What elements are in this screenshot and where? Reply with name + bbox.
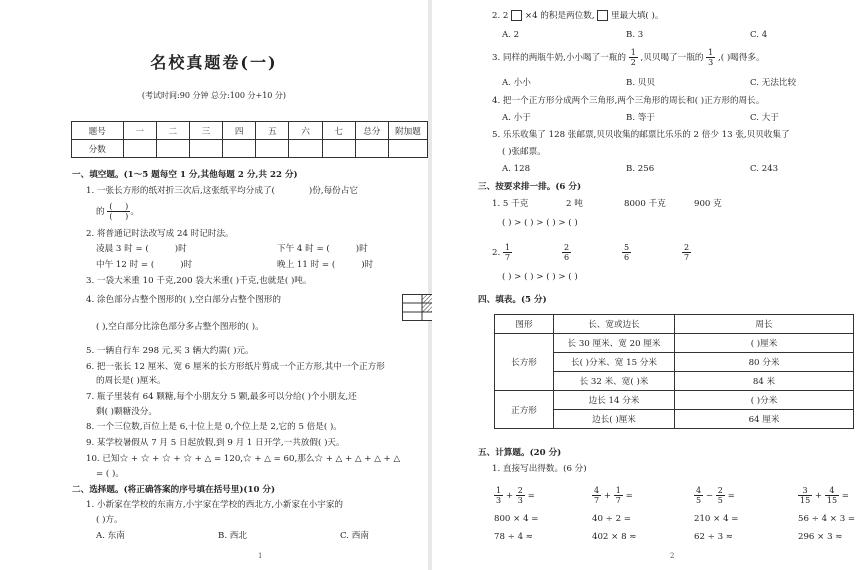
- q1-text-c: 的: [96, 207, 105, 217]
- option-b[interactable]: B. 西北: [218, 531, 247, 541]
- option-b[interactable]: B. 256: [626, 164, 655, 174]
- s2-question-5: 5. 乐乐收集了 128 张邮票,贝贝收集的邮票比乐乐的 2 倍少 13 张,贝贝收集了: [492, 130, 790, 140]
- perimeter-cell: 64 厘米: [675, 410, 854, 429]
- q2-label: 中午 12 时 = (: [96, 260, 155, 270]
- score-input-cell[interactable]: [322, 140, 355, 158]
- s5-question-1: 1. 直接写出得数。(6 分): [492, 464, 587, 474]
- score-header-cell: 一: [123, 122, 156, 140]
- score-row: [72, 140, 428, 158]
- score-input-cell[interactable]: [256, 140, 289, 158]
- q1-text-b: )份,每份占它: [308, 186, 358, 196]
- header-cell: 图形: [495, 315, 554, 334]
- fraction-5-6: $\frac{5}{6}$: [624, 243, 630, 262]
- question-6-cont: 的周长是( )厘米。: [96, 376, 166, 386]
- option-c[interactable]: C. 西南: [340, 531, 369, 541]
- q2-row-2: [96, 260, 192, 271]
- dimension-cell: 边长 14 分米: [554, 391, 675, 410]
- score-input-cell[interactable]: [223, 140, 256, 158]
- calc-item: 210 × 4 =: [694, 514, 739, 524]
- score-header-cell: 六: [289, 122, 322, 140]
- calc-item: 62 ÷ 3 ≈: [694, 532, 733, 542]
- option-a[interactable]: A. 小于: [502, 113, 531, 123]
- score-input-cell[interactable]: [123, 140, 156, 158]
- calc-item: $\frac{4}{7}$ + $\frac{1}{7}$ =: [594, 486, 633, 505]
- q2-label: )时: [174, 244, 187, 254]
- question-4-cont: ( ),空白部分比涂色部分多占整个图形的( )。: [96, 322, 264, 332]
- page-number: 2: [670, 552, 675, 560]
- calc-item: $\frac{3}{15}$ + $\frac{4}{15}$ =: [800, 486, 849, 505]
- exam-page-1: [0, 0, 428, 570]
- score-input-cell[interactable]: [355, 140, 388, 158]
- calc-item: 402 × 8 ≈: [592, 532, 637, 542]
- s2-question-5-cont: ( )张邮票。: [502, 147, 546, 157]
- q2-label: 晚上 11 时 = (: [277, 260, 336, 270]
- calc-item: $\frac{1}{3}$ + $\frac{2}{3}$ =: [496, 486, 535, 505]
- s3-item: 1. 5 千克: [492, 199, 529, 209]
- s2-question-1-cont: ( )方。: [96, 515, 123, 525]
- question-3: 3. 一袋大米重 10 千克,200 袋大米重( )千克,也就是( )吨。: [86, 276, 312, 286]
- calc-item: 40 ÷ 2 =: [592, 514, 631, 524]
- option-c[interactable]: C. 243: [750, 164, 779, 174]
- calc-item: $\frac{4}{5}$ − $\frac{2}{5}$ =: [696, 486, 735, 505]
- exam-page-2: [432, 0, 860, 570]
- question-6: 6. 把一张长 12 厘米、宽 6 厘米的长方形纸片剪成一个正方形,其中一个正方形: [86, 362, 385, 372]
- section-3-heading: 三、按要求排一排。(6 分): [478, 182, 582, 192]
- question-10-cont: = ( )。: [96, 469, 124, 479]
- option-a[interactable]: A. 东南: [96, 531, 125, 541]
- table-row: [495, 391, 854, 410]
- score-header-cell: 三: [189, 122, 222, 140]
- s3-item: 8000 千克: [624, 199, 666, 209]
- perimeter-cell: 84 米: [675, 372, 854, 391]
- option-c[interactable]: C. 大于: [750, 113, 779, 123]
- fraction-1-7: $\frac{1}{7}$: [504, 243, 511, 262]
- option-c[interactable]: C. 无法比较: [750, 78, 797, 88]
- fraction-one-half: $\frac{1}{2}$: [630, 48, 636, 67]
- perimeter-cell[interactable]: ( )厘米: [675, 334, 854, 353]
- calc-item: 296 × 3 ≈: [798, 532, 843, 542]
- q-text: ,( )喝得多。: [718, 53, 765, 63]
- section-4-heading: 四、填表。(5 分): [478, 295, 547, 305]
- header-cell: 周长: [675, 315, 854, 334]
- group-label: 正方形: [495, 391, 554, 429]
- option-b[interactable]: B. 3: [626, 30, 644, 40]
- q-text: 2. 2: [492, 11, 509, 21]
- option-b[interactable]: B. 等于: [626, 113, 655, 123]
- question-5: 5. 一辆自行车 298 元,买 3 辆大约需( )元。: [86, 346, 254, 356]
- question-9: 9. 某学校暑假从 7 月 5 日起放假,到 9 月 1 日开学,一共放假( )天。: [86, 438, 345, 448]
- q2-row-2b: [277, 260, 373, 271]
- score-header-row: [72, 122, 428, 140]
- question-7-cont: 剩( )颗糖没分。: [96, 407, 157, 417]
- option-a[interactable]: A. 128: [502, 164, 531, 174]
- q2-label: 下午 4 时 = (: [277, 244, 330, 254]
- section-2-heading: 二、选择题。(将正确答案的序号填在括号里)(10 分): [72, 485, 276, 495]
- section-1-heading: 一、填空题。(1～5 题每空 1 分,其他每题 2 分,共 22 分): [72, 170, 298, 180]
- q-number: 2.: [492, 248, 501, 258]
- fill-table: [494, 314, 854, 429]
- page-number: 1: [258, 552, 263, 560]
- s3-item: 2 吨: [566, 199, 583, 209]
- table-row: [495, 334, 854, 353]
- score-header-cell: 总分: [355, 122, 388, 140]
- fraction-2-7: $\frac{2}{7}$: [684, 243, 690, 262]
- score-header-cell: 二: [156, 122, 189, 140]
- exam-title: 名校真题卷(一): [150, 53, 278, 72]
- question-10: 10. 已知☆ + ☆ + ☆ + ☆ + △ = 120,☆ + △ = 60,那么☆ + △ + △ + △ + △: [86, 454, 401, 464]
- question-7: 7. 瓶子里装有 64 颗糖,每个小朋友分 5 颗,最多可以分给( )个小朋友,还: [86, 392, 357, 402]
- perimeter-cell[interactable]: ( )分米: [675, 391, 854, 410]
- question-8: 8. 一个三位数,百位上是 6,十位上是 0,个位上是 2,它的 5 倍是( )。: [86, 422, 342, 432]
- fraction-one-third: $\frac{1}{3}$: [708, 48, 714, 67]
- s2-question-4: 4. 把一个正方形分成两个三角形,两个三角形的周长和( )正方形的周长。: [492, 96, 765, 106]
- exam-subtitle: (考试时间:90 分钟 总分:100 分+10 分): [141, 91, 287, 100]
- score-header-cell: 附加题: [388, 122, 427, 140]
- q2-label: )时: [180, 260, 193, 270]
- fill-table-header: [495, 315, 854, 334]
- option-c[interactable]: C. 4: [750, 30, 768, 40]
- option-a[interactable]: A. 小小: [502, 78, 531, 88]
- q2-label: )时: [361, 260, 374, 270]
- calc-item: 78 ÷ 4 ≈: [494, 532, 533, 542]
- question-1-cont: 的 $\frac{( )}{( )}$ 。: [96, 202, 139, 221]
- q-text: 3. 同样的两瓶牛奶,小小喝了一瓶的: [492, 53, 626, 63]
- score-row-label: 分数: [72, 140, 124, 158]
- s2-question-2: [492, 10, 663, 22]
- calc-item: 800 × 4 =: [494, 514, 539, 524]
- score-input-cell[interactable]: [189, 140, 222, 158]
- q2-row-1: [96, 244, 187, 255]
- score-header-cell: 七: [322, 122, 355, 140]
- section-5-heading: 五、计算题。(20 分): [478, 448, 562, 458]
- question-4: 4. 涂色部分占整个图形的( ),空白部分占整个图形的: [86, 295, 281, 305]
- s3-item: 900 克: [694, 199, 722, 209]
- dimension-cell: 长 30 厘米、宽 20 厘米: [554, 334, 675, 353]
- dimension-cell[interactable]: 边长( )厘米: [554, 410, 675, 429]
- q2-row-1b: [277, 244, 368, 255]
- score-input-cell[interactable]: [289, 140, 322, 158]
- q-text: ,贝贝喝了一瓶的: [640, 53, 704, 63]
- s3-order-blanks-2[interactable]: ( ) > ( ) > ( ) > ( ): [502, 272, 578, 282]
- fraction-2-6: $\frac{2}{6}$: [564, 243, 570, 262]
- q-text: 里最大填( )。: [611, 11, 664, 21]
- perimeter-cell: 80 分米: [675, 353, 854, 372]
- blank-box[interactable]: [511, 10, 522, 21]
- header-cell: 长、宽或边长: [554, 315, 675, 334]
- dimension-cell[interactable]: 长 32 米、宽( )米: [554, 372, 675, 391]
- calc-item: 56 ÷ 4 × 3 =: [798, 514, 856, 524]
- group-label: 长方形: [495, 334, 554, 391]
- s3-order-blanks[interactable]: ( ) > ( ) > ( ) > ( ): [502, 218, 578, 228]
- score-input-cell[interactable]: [388, 140, 427, 158]
- dimension-cell[interactable]: 长( )分米、宽 15 分米: [554, 353, 675, 372]
- score-header-cell: 四: [223, 122, 256, 140]
- option-a[interactable]: A. 2: [502, 30, 520, 40]
- s2-question-1: 1. 小新家在学校的东南方,小宇家在学校的西北方,小新家在小宇家的: [86, 500, 344, 510]
- option-b[interactable]: B. 贝贝: [626, 78, 655, 88]
- blank-fraction[interactable]: $\frac{( )}{( )}$: [109, 202, 129, 221]
- q2-label: 凌晨 3 时 = (: [96, 244, 149, 254]
- question-2: 2. 将普通记时法改写成 24 时记时法。: [86, 229, 234, 239]
- score-header-cell: 题号: [72, 122, 124, 140]
- question-1: [86, 186, 358, 197]
- blank-box[interactable]: [597, 10, 608, 21]
- s3-question-2: [492, 243, 512, 262]
- q2-label: )时: [355, 244, 368, 254]
- score-table: [71, 121, 428, 158]
- score-input-cell[interactable]: [156, 140, 189, 158]
- q-text: ×4 的积是两位数,: [524, 11, 595, 21]
- score-header-cell: 五: [256, 122, 289, 140]
- s2-question-3: [492, 48, 765, 67]
- q1-text-a: 1. 一张长方形的纸对折三次后,这张纸平均分成了(: [86, 186, 275, 196]
